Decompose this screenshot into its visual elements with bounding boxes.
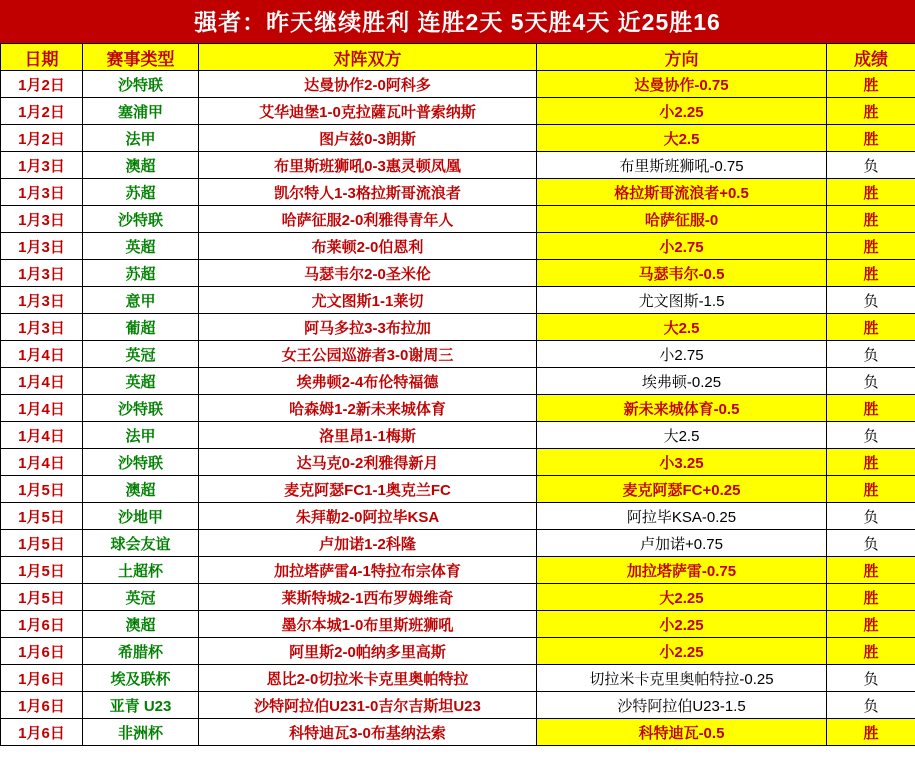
table-row — [1, 395, 915, 422]
table-row — [1, 584, 915, 611]
cell-match: 阿马多拉3-3布拉加 — [199, 314, 537, 341]
cell-match: 马瑟韦尔2-0圣米伦 — [199, 260, 537, 287]
cell-match: 恩比2-0切拉米卡克里奥帕特拉 — [199, 665, 537, 692]
cell-league: 英冠 — [83, 584, 199, 611]
table-row — [1, 341, 915, 368]
table-row — [1, 206, 915, 233]
cell-match: 沙特阿拉伯U231-0吉尔吉斯坦U23 — [199, 692, 537, 719]
cell-league: 澳超 — [83, 611, 199, 638]
cell-league: 希腊杯 — [83, 638, 199, 665]
table-row — [1, 476, 915, 503]
table-row — [1, 368, 915, 395]
cell-match: 朱拜勒2-0阿拉毕KSA — [199, 503, 537, 530]
cell-pick: 沙特阿拉伯U23-1.5 — [537, 692, 827, 719]
cell-league: 法甲 — [83, 422, 199, 449]
table-row — [1, 557, 915, 584]
cell-match: 达曼协作2-0阿科多 — [199, 71, 537, 98]
cell-match: 麦克阿瑟FC1-1奥克兰FC — [199, 476, 537, 503]
cell-result: 胜 — [827, 638, 915, 665]
cell-date: 1月6日 — [1, 638, 83, 665]
cell-league: 埃及联杯 — [83, 665, 199, 692]
cell-pick: 埃弗顿-0.25 — [537, 368, 827, 395]
cell-date: 1月3日 — [1, 179, 83, 206]
cell-match: 尤文图斯1-1莱切 — [199, 287, 537, 314]
cell-date: 1月3日 — [1, 206, 83, 233]
cell-league: 非洲杯 — [83, 719, 199, 746]
table-row — [1, 692, 915, 719]
cell-result: 胜 — [827, 233, 915, 260]
cell-date: 1月6日 — [1, 611, 83, 638]
cell-date: 1月5日 — [1, 530, 83, 557]
cell-result: 胜 — [827, 584, 915, 611]
table-row — [1, 638, 915, 665]
cell-result: 胜 — [827, 476, 915, 503]
cell-date: 1月2日 — [1, 98, 83, 125]
cell-date: 1月4日 — [1, 449, 83, 476]
cell-result: 胜 — [827, 314, 915, 341]
cell-match: 女王公园巡游者3-0谢周三 — [199, 341, 537, 368]
cell-result: 胜 — [827, 260, 915, 287]
cell-pick: 格拉斯哥流浪者+0.5 — [537, 179, 827, 206]
cell-result: 胜 — [827, 557, 915, 584]
cell-date: 1月6日 — [1, 719, 83, 746]
cell-league: 沙特联 — [83, 206, 199, 233]
cell-pick: 小2.25 — [537, 611, 827, 638]
cell-league: 沙特联 — [83, 449, 199, 476]
cell-match: 莱斯特城2-1西布罗姆维奇 — [199, 584, 537, 611]
cell-match: 哈萨征服2-0利雅得青年人 — [199, 206, 537, 233]
table-row — [1, 98, 915, 125]
cell-date: 1月6日 — [1, 665, 83, 692]
cell-pick: 小2.75 — [537, 341, 827, 368]
cell-match: 布莱顿2-0伯恩利 — [199, 233, 537, 260]
table-row — [1, 152, 915, 179]
cell-pick: 尤文图斯-1.5 — [537, 287, 827, 314]
cell-result: 胜 — [827, 611, 915, 638]
table-row — [1, 611, 915, 638]
table-header — [1, 44, 915, 71]
cell-league: 意甲 — [83, 287, 199, 314]
cell-result: 负 — [827, 665, 915, 692]
cell-result: 胜 — [827, 179, 915, 206]
cell-date: 1月3日 — [1, 314, 83, 341]
cell-date: 1月5日 — [1, 584, 83, 611]
cell-match: 图卢兹0-3朗斯 — [199, 125, 537, 152]
cell-match: 凯尔特人1-3格拉斯哥流浪者 — [199, 179, 537, 206]
cell-result: 负 — [827, 692, 915, 719]
cell-result: 胜 — [827, 395, 915, 422]
table-row — [1, 503, 915, 530]
cell-result: 负 — [827, 152, 915, 179]
table-body — [1, 71, 915, 746]
cell-league: 球会友谊 — [83, 530, 199, 557]
cell-pick: 布里斯班狮吼-0.75 — [537, 152, 827, 179]
cell-result: 负 — [827, 341, 915, 368]
cell-date: 1月3日 — [1, 260, 83, 287]
cell-match: 加拉塔萨雷4-1特拉布宗体育 — [199, 557, 537, 584]
cell-match: 哈森姆1-2新未来城体育 — [199, 395, 537, 422]
cell-date: 1月3日 — [1, 152, 83, 179]
cell-pick: 科特迪瓦-0.5 — [537, 719, 827, 746]
cell-league: 塞浦甲 — [83, 98, 199, 125]
cell-pick: 小2.25 — [537, 638, 827, 665]
table-row — [1, 233, 915, 260]
cell-pick: 加拉塔萨雷-0.75 — [537, 557, 827, 584]
cell-result: 胜 — [827, 449, 915, 476]
table-row — [1, 125, 915, 152]
table-row — [1, 71, 915, 98]
cell-result: 负 — [827, 287, 915, 314]
cell-pick: 卢加诺+0.75 — [537, 530, 827, 557]
cell-league: 英超 — [83, 368, 199, 395]
cell-result: 胜 — [827, 125, 915, 152]
cell-pick: 哈萨征服-0 — [537, 206, 827, 233]
cell-match: 达马克0-2利雅得新月 — [199, 449, 537, 476]
cell-match: 科特迪瓦3-0布基纳法索 — [199, 719, 537, 746]
cell-match: 阿里斯2-0帕纳多里高斯 — [199, 638, 537, 665]
cell-result: 胜 — [827, 71, 915, 98]
table-row — [1, 179, 915, 206]
cell-pick: 阿拉毕KSA-0.25 — [537, 503, 827, 530]
column-header-date: 日期 — [1, 44, 83, 71]
results-table — [0, 43, 915, 746]
cell-date: 1月3日 — [1, 233, 83, 260]
cell-date: 1月4日 — [1, 341, 83, 368]
table-row — [1, 422, 915, 449]
cell-pick: 小2.75 — [537, 233, 827, 260]
column-header-pick: 方向 — [537, 44, 827, 71]
column-header-result: 成绩 — [827, 44, 915, 71]
cell-result: 负 — [827, 530, 915, 557]
cell-league: 法甲 — [83, 125, 199, 152]
cell-result: 负 — [827, 422, 915, 449]
cell-league: 沙特联 — [83, 395, 199, 422]
table-row — [1, 530, 915, 557]
cell-pick: 小2.25 — [537, 98, 827, 125]
cell-league: 沙地甲 — [83, 503, 199, 530]
table-row — [1, 260, 915, 287]
cell-result: 负 — [827, 368, 915, 395]
cell-league: 澳超 — [83, 152, 199, 179]
cell-match: 埃弗顿2-4布伦特福德 — [199, 368, 537, 395]
cell-pick: 大2.5 — [537, 314, 827, 341]
column-header-league: 赛事类型 — [83, 44, 199, 71]
table-header-row — [1, 44, 915, 71]
cell-pick: 大2.5 — [537, 125, 827, 152]
cell-match: 卢加诺1-2科隆 — [199, 530, 537, 557]
cell-date: 1月6日 — [1, 692, 83, 719]
page-title: 强者：昨天继续胜利 连胜2天 5天胜4天 近25胜16 — [0, 0, 915, 43]
cell-league: 葡超 — [83, 314, 199, 341]
cell-match: 墨尔本城1-0布里斯班狮吼 — [199, 611, 537, 638]
cell-league: 苏超 — [83, 260, 199, 287]
cell-league: 苏超 — [83, 179, 199, 206]
cell-date: 1月2日 — [1, 71, 83, 98]
cell-pick: 麦克阿瑟FC+0.25 — [537, 476, 827, 503]
cell-pick: 新未来城体育-0.5 — [537, 395, 827, 422]
cell-date: 1月5日 — [1, 476, 83, 503]
cell-match: 布里斯班狮吼0-3惠灵顿凤凰 — [199, 152, 537, 179]
cell-league: 英冠 — [83, 341, 199, 368]
cell-league: 土超杯 — [83, 557, 199, 584]
cell-match: 艾华迪堡1-0克拉薩瓦叶普索纳斯 — [199, 98, 537, 125]
cell-pick: 大2.5 — [537, 422, 827, 449]
cell-pick: 小3.25 — [537, 449, 827, 476]
table-row — [1, 719, 915, 746]
cell-date: 1月4日 — [1, 395, 83, 422]
cell-pick: 大2.25 — [537, 584, 827, 611]
cell-pick: 切拉米卡克里奥帕特拉-0.25 — [537, 665, 827, 692]
cell-date: 1月5日 — [1, 503, 83, 530]
table-row — [1, 287, 915, 314]
column-header-match: 对阵双方 — [199, 44, 537, 71]
cell-pick: 马瑟韦尔-0.5 — [537, 260, 827, 287]
cell-result: 负 — [827, 503, 915, 530]
cell-league: 亚青 U23 — [83, 692, 199, 719]
cell-result: 胜 — [827, 98, 915, 125]
cell-match: 洛里昂1-1梅斯 — [199, 422, 537, 449]
cell-league: 澳超 — [83, 476, 199, 503]
table-row — [1, 449, 915, 476]
cell-league: 英超 — [83, 233, 199, 260]
cell-date: 1月4日 — [1, 368, 83, 395]
cell-result: 胜 — [827, 206, 915, 233]
cell-result: 胜 — [827, 719, 915, 746]
table-row — [1, 665, 915, 692]
cell-pick: 达曼协作-0.75 — [537, 71, 827, 98]
cell-league: 沙特联 — [83, 71, 199, 98]
cell-date: 1月3日 — [1, 287, 83, 314]
table-row — [1, 314, 915, 341]
cell-date: 1月4日 — [1, 422, 83, 449]
cell-date: 1月5日 — [1, 557, 83, 584]
cell-date: 1月2日 — [1, 125, 83, 152]
